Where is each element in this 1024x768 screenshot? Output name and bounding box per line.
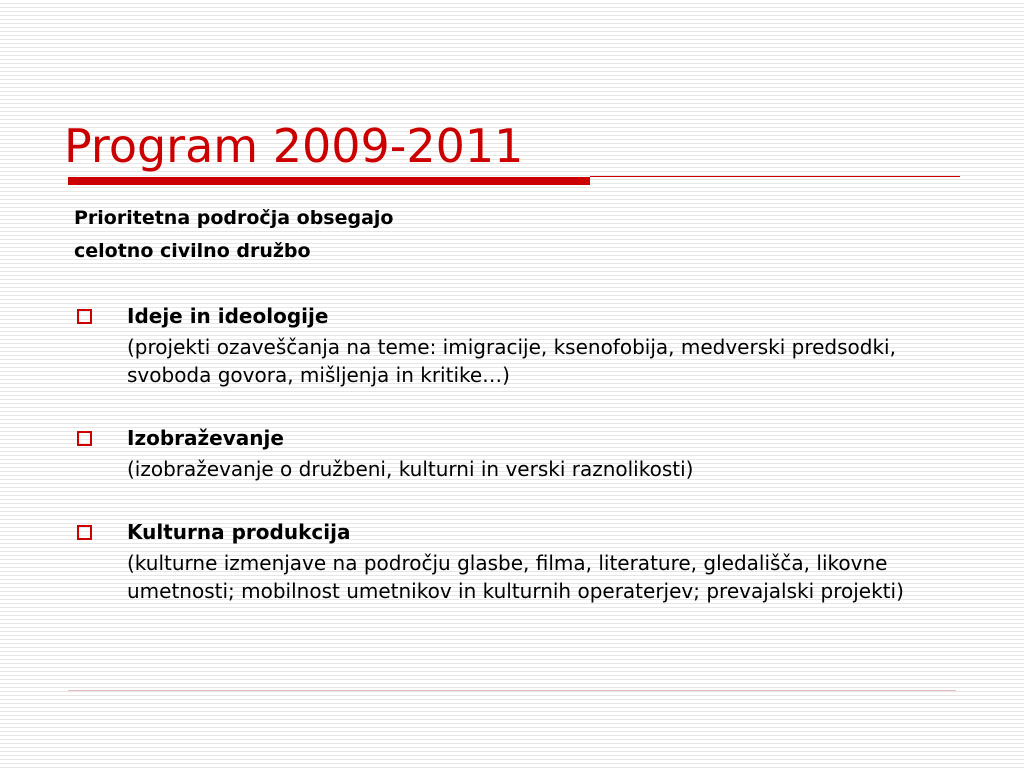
slide-title: Program 2009-2011 bbox=[64, 119, 524, 173]
footer-divider bbox=[68, 690, 956, 691]
title-underline-thick bbox=[68, 177, 590, 185]
hollow-square-bullet-icon bbox=[77, 309, 92, 324]
bullet-heading: Izobraževanje bbox=[127, 426, 284, 450]
title-underline-thin bbox=[590, 176, 960, 177]
intro-line-2: celotno civilno družbo bbox=[74, 240, 311, 262]
intro-line-1: Prioritetna področja obsegajo bbox=[74, 207, 394, 229]
hollow-square-bullet-icon bbox=[77, 431, 92, 446]
intro-block bbox=[74, 202, 964, 268]
bullet-heading: Kulturna produkcija bbox=[127, 520, 351, 544]
slide-content bbox=[74, 202, 964, 640]
bullet-description: (izobraževanje o družbeni, kulturni in verski raznolikosti) bbox=[127, 457, 694, 481]
bullet-description: (kulturne izmenjave na področju glasbe, filma, literature, gledališča, likovne umetnosti; mobilnost umetnikov in kulturnih operaterjev; prevajalski projekti) bbox=[127, 551, 904, 603]
hollow-square-bullet-icon bbox=[77, 525, 92, 540]
bullet-heading: Ideje in ideologije bbox=[127, 304, 329, 328]
bullet-description: (projekti ozaveščanja na teme: imigracije, ksenofobija, medverski predsodki, svoboda govora, mišljenja in kritike…) bbox=[127, 335, 896, 387]
bullet-item-ideje bbox=[74, 302, 964, 389]
bullet-item-kulturna-produkcija bbox=[74, 518, 964, 605]
bullet-item-izobrazevanje bbox=[74, 424, 964, 483]
